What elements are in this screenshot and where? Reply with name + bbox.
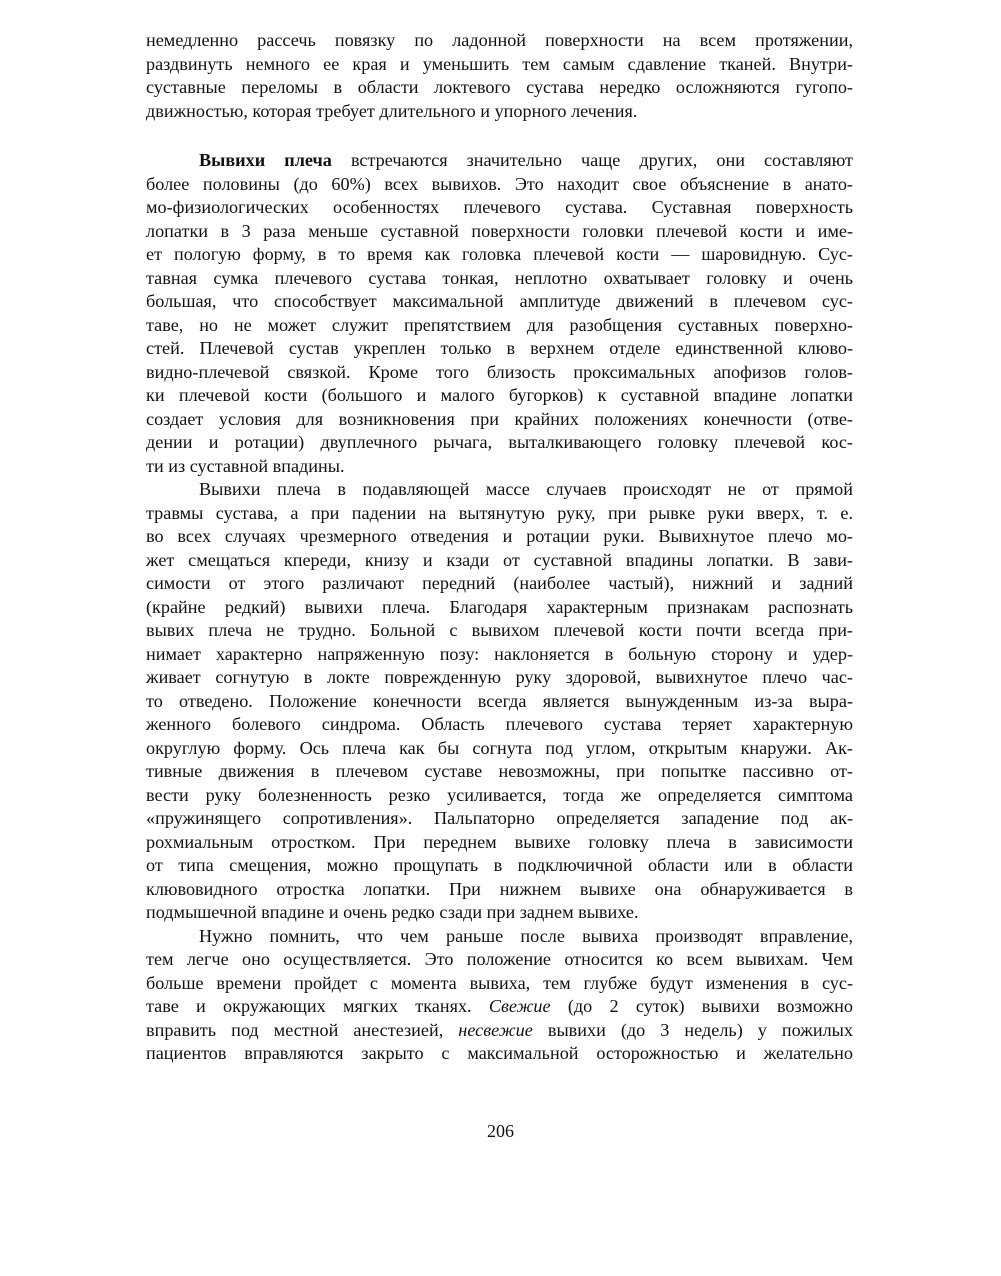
- text-line: живает согнутую в локте поврежденную руку здоровой, вывихнутое плечо час-: [146, 667, 853, 687]
- text-line: симости от этого различают передний (наиболее частый), нижний и задний: [146, 573, 853, 593]
- text-line: ет пологую форму, в то время как головка плечевой кости — шаровидную. Сус-: [146, 244, 853, 264]
- text-line: [146, 995, 853, 1019]
- text-line: Нужно помнить, что чем раньше после вывиха производят вправление,: [199, 925, 853, 946]
- document-body: [146, 29, 853, 1066]
- text-line: ти из суставной впадины.: [146, 455, 345, 476]
- text-line: видно-плечевой связкой. Кроме того близость проксимальных апофизов голов-: [146, 361, 853, 382]
- text-line: более половины (до 60%) всех вывихов. Это находит свое объяснение в анато-: [146, 173, 853, 194]
- text-line: [146, 149, 853, 173]
- text-line: нимает характерно напряженную позу: наклоняется в больную сторону и удер-: [146, 643, 853, 664]
- text-line: пациентов вправляются закрыто с максимальной осторожностью и желательно: [146, 1043, 853, 1063]
- text-line: создает условия для возникновения при крайних положениях конечности (отве-: [146, 408, 853, 429]
- text-line: округлую форму. Ось плеча как бы согнута под углом, открытым кнаружи. Ак-: [146, 737, 853, 758]
- italic-term: несвежие: [458, 1019, 533, 1040]
- page-number: 206: [487, 1121, 514, 1141]
- text-line: «пружинящего сопротивления». Пальпаторно определяется западение под ак-: [146, 808, 853, 828]
- text-line: клювовидного отростка лопатки. При нижнем вывихе она обнаруживается в: [146, 878, 853, 899]
- text-line: от типа смещения, можно прощупать в подключичной области или в области: [146, 855, 853, 875]
- text-line: то отведено. Положение конечности всегда является вынужденным из-за выра-: [146, 690, 853, 711]
- paragraph: [146, 478, 853, 925]
- text-line: раздвинуть немного ее края и уменьшить тем самым сдавление тканей. Внутри-: [146, 53, 853, 74]
- text-line: подмышечной впадине и очень редко сзади при заднем вывихе.: [146, 902, 639, 922]
- text-line: вести руку болезненность резко усиливается, тогда же определяется симптома: [146, 784, 853, 805]
- text-run: (до 2 суток) вывихи возможно: [550, 996, 853, 1016]
- text-line: ки плечевой кости (большого и малого бугорков) к суставной впадине лопатки: [146, 385, 853, 405]
- paragraph: [146, 149, 853, 478]
- text-run: вывихи (до 3 недель) у пожилых: [532, 1019, 853, 1040]
- text-line: дении и ротации) двуплечного рычага, выталкивающего головку плечевой кос-: [146, 432, 853, 452]
- text-line: [146, 1019, 853, 1043]
- text-line: травмы сустава, а при падении на вытянутую руку, при рывке руки вверх, т. е.: [146, 502, 853, 523]
- text-line: тем легче оно осуществляется. Это положение относится ко всем вывихам. Чем: [146, 949, 853, 969]
- text-line: вывих плеча не трудно. Больной с вывихом плечевой кости почти всегда при-: [146, 620, 853, 640]
- text-line: (крайне редкий) вывихи плеча. Благодаря характерным признакам распознать: [146, 596, 853, 617]
- text-line: тавная сумка плечевого сустава тонкая, неплотно охватывает головку и очень: [146, 267, 853, 288]
- text-line: движностью, которая требует длительного и упорного лечения.: [146, 100, 638, 121]
- text-line: лопатки в 3 раза меньше суставной поверхности головки плечевой кости и име-: [146, 220, 853, 241]
- text-line: Вывихи плеча в подавляющей массе случаев происходят не от прямой: [199, 479, 853, 499]
- text-run: встречаются значительно чаще других, они составляют: [331, 150, 854, 170]
- text-line: рохмиальным отростком. При переднем вывихе головку плеча в зависимости: [146, 831, 853, 852]
- text-line: таве, но не может служит препятствием для разобщения суставных поверхно-: [146, 314, 853, 335]
- text-line: суставные переломы в области локтевого сустава нередко осложняются гугопо-: [146, 77, 853, 97]
- text-line: немедленно рассечь повязку по ладонной поверхности на всем протяжении,: [146, 30, 853, 50]
- text-line: большая, что способствует максимальной амплитуде движений в плечевом сус-: [146, 291, 853, 311]
- paragraph-spacer: [146, 123, 853, 149]
- text-line: во всех случаях чрезмерного отведения и ротации руки. Вывихнутое плечо мо-: [146, 526, 853, 546]
- text-line: тивные движения в плечевом суставе невозможны, при попытке пассивно от-: [146, 761, 853, 781]
- text-line: жет смещаться кпереди, книзу и кзади от суставной впадины лопатки. В зави-: [146, 549, 853, 570]
- text-line: женного болевого синдрома. Область плечевого сустава теряет характерную: [146, 714, 853, 734]
- text-line: больше времени пройдет с момента вывиха, тем глубже будут изменения в сус-: [146, 972, 853, 993]
- paragraph: [146, 29, 853, 123]
- text-run: вправить под местной анестезией,: [146, 1019, 459, 1040]
- text-run: таве и окружающих мягких тканях.: [146, 996, 489, 1016]
- paragraph: [146, 925, 853, 1066]
- text-line: мо-физиологических особенностях плечевого сустава. Суставная поверхность: [146, 197, 853, 217]
- italic-term: Свежие: [488, 996, 551, 1016]
- bold-term: Вывихи плеча: [199, 150, 332, 170]
- text-line: стей. Плечевой сустав укреплен только в верхнем отделе единственной клюво-: [146, 338, 853, 358]
